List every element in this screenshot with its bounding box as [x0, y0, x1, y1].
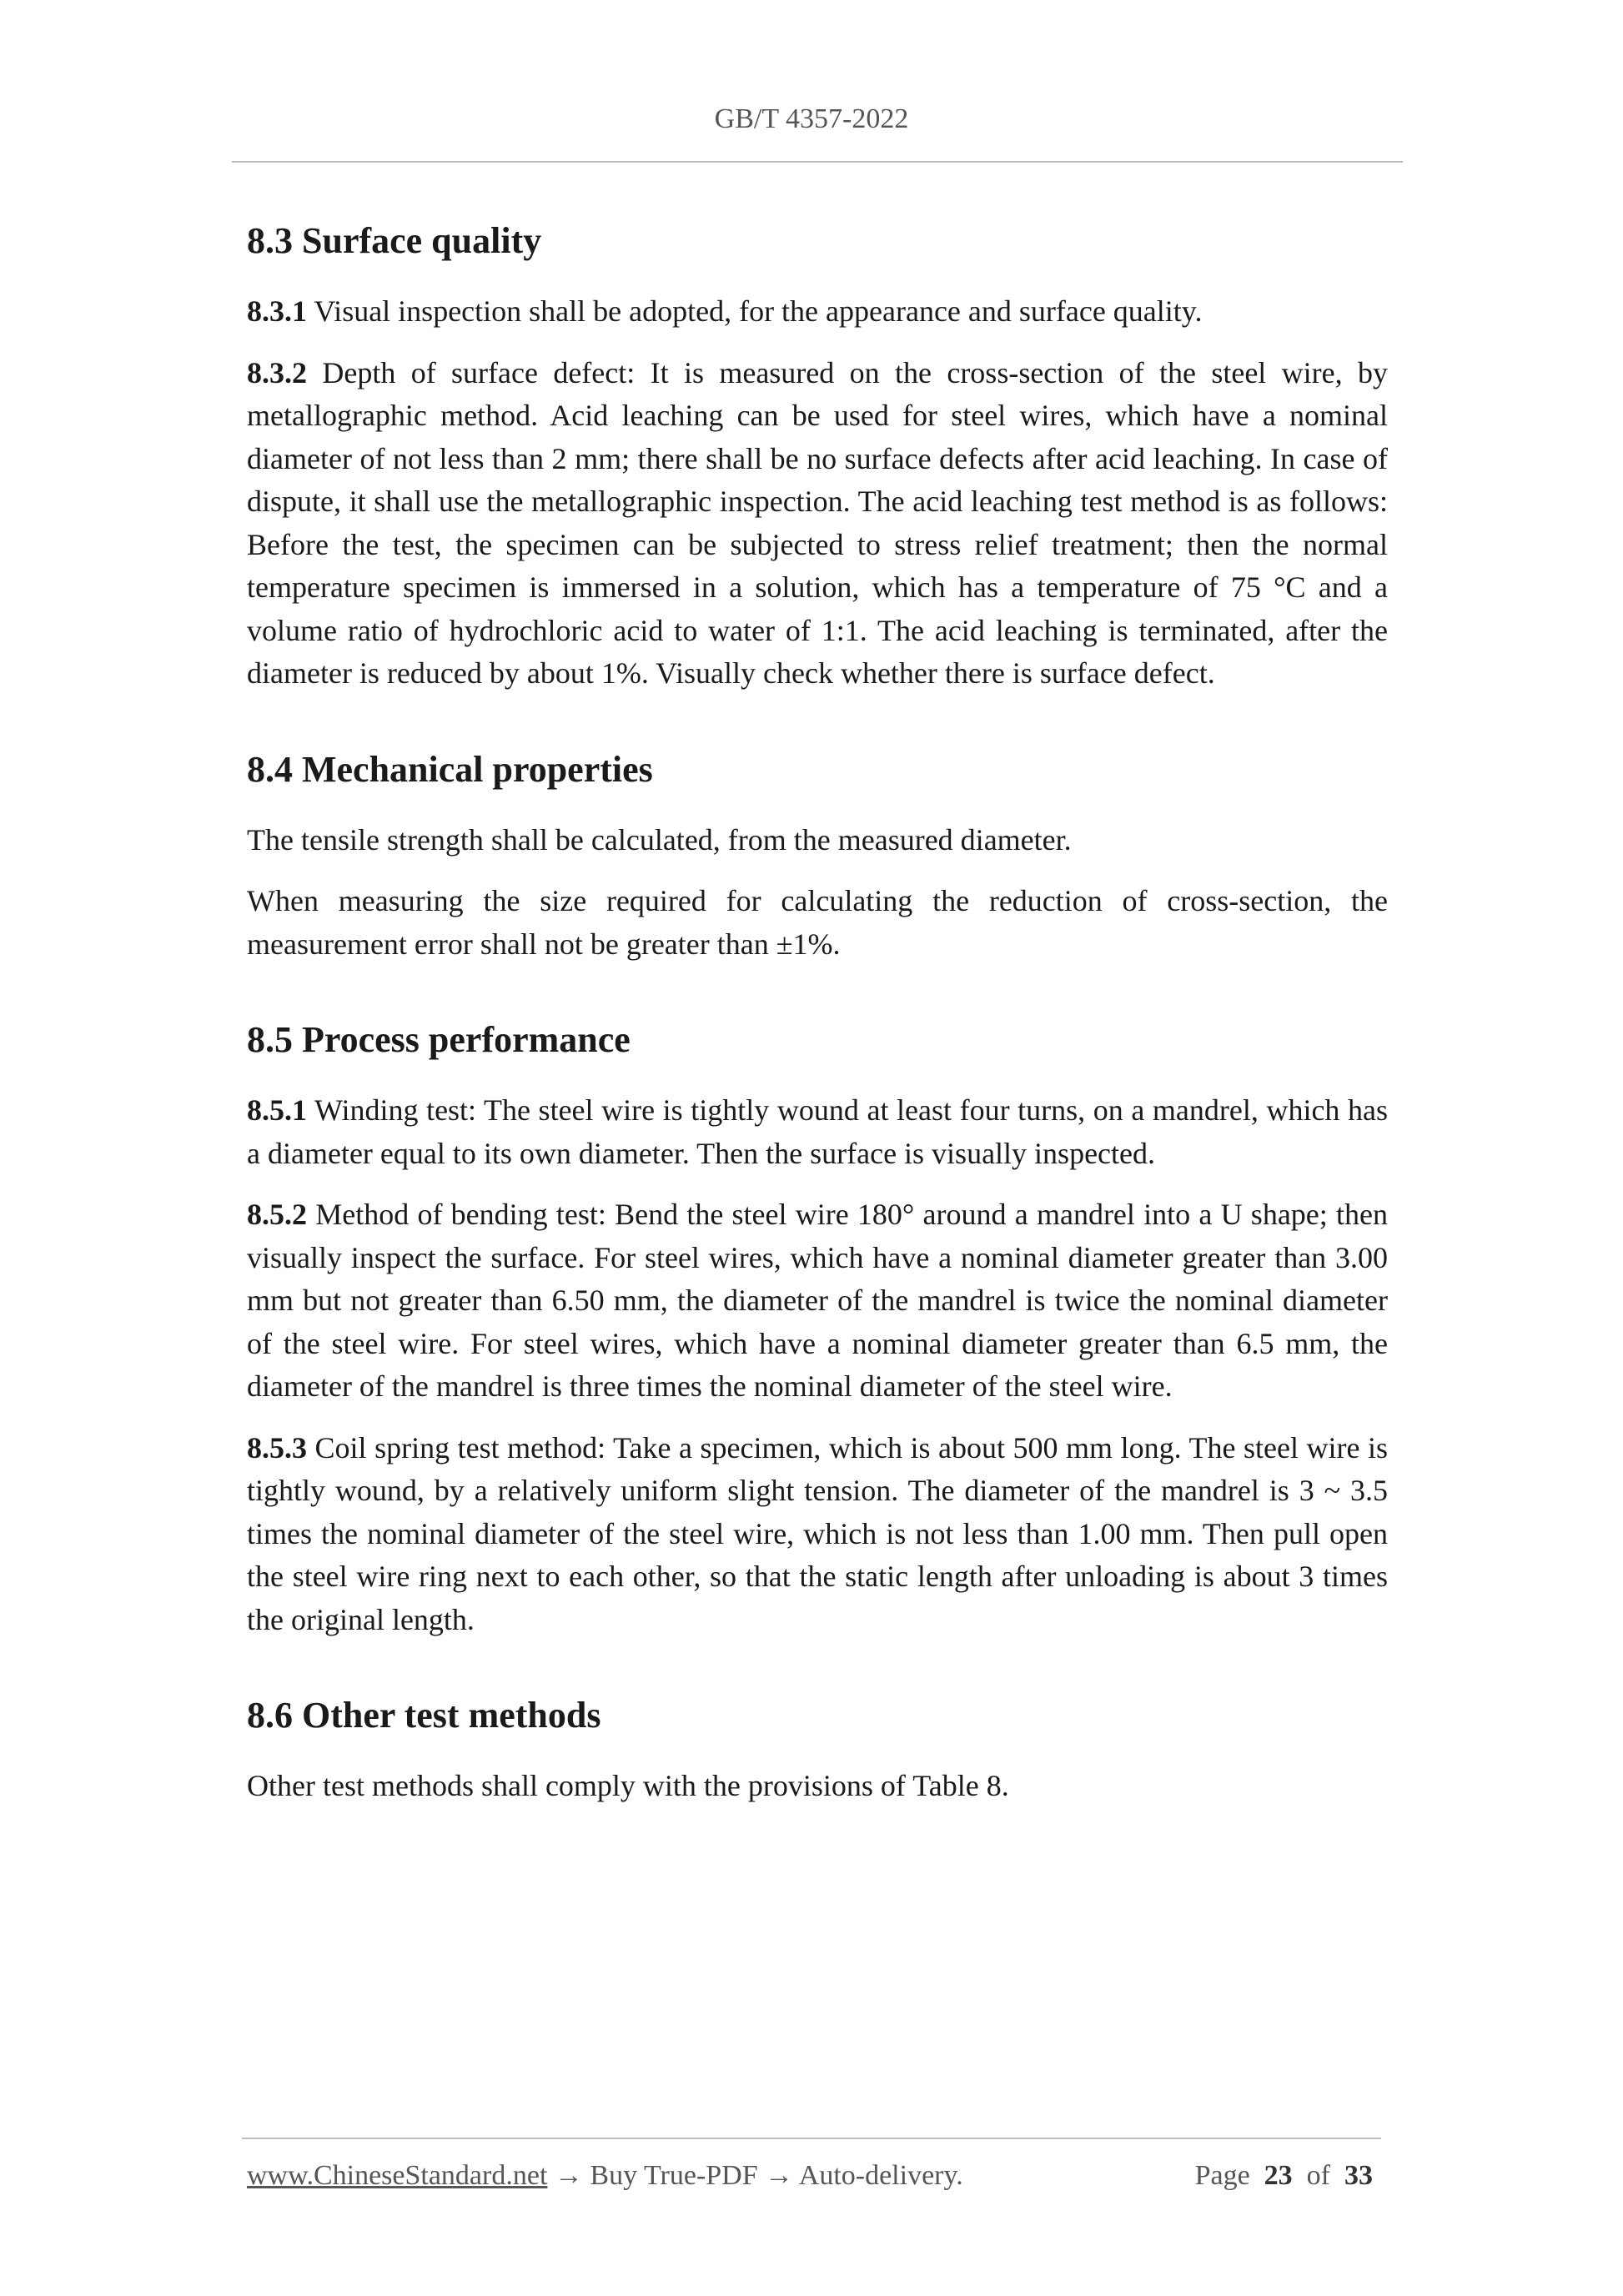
footer-promo	[247, 2160, 963, 2192]
section-8-5-heading: 8.5 Process performance	[247, 1019, 631, 1060]
clause-text: Coil spring test method: Take a specimen, which is about 500 mm long. The steel wire is tightly wound, by a relatively uniform slight tension. The diameter of the mandrel is 3 ~ 3.5 times the nominal diameter of the steel wire, which is not less than 1.00 mm. Then pull open the steel wire ring next to each other, so that the static length after unloading is about 3 times the original length.	[247, 1430, 1388, 1636]
page-indicator	[1195, 2160, 1373, 2192]
clause-number: 8.3.1	[247, 294, 307, 328]
total-page-number: 33	[1344, 2160, 1373, 2191]
clause-8-3-1	[247, 290, 1388, 334]
clause-8-5-3	[247, 1427, 1388, 1642]
clause-8-5-1	[247, 1089, 1388, 1175]
page-label: Page	[1194, 2160, 1250, 2191]
paragraph-measurement-error: When measuring the size required for calculating the reduction of cross-section, the measurement error shall not be greater than ±1%.	[247, 884, 1388, 961]
header-divider	[232, 161, 1403, 163]
section-8-4-heading: 8.4 Mechanical properties	[247, 748, 653, 790]
clause-number: 8.5.1	[247, 1093, 307, 1127]
section-8-3-heading: 8.3 Surface quality	[247, 220, 542, 261]
promo-text: → Buy True-PDF → Auto-delivery.	[547, 2160, 963, 2191]
clause-number: 8.5.3	[247, 1430, 307, 1465]
clause-text: Method of bending test: Bend the steel wire 180° around a mandrel into a U shape; then visually inspect the surface. For steel wires, which have a nominal diameter greater than 3.00 mm but not greater than 6.50 mm, the diameter of the mandrel is twice the nominal diameter of the steel wire. For steel wires, which have a nominal diameter greater than 6.5 mm, the diameter of the mandrel is three times the nominal diameter of the steel wire.	[247, 1198, 1388, 1403]
clause-number: 8.5.2	[247, 1198, 307, 1231]
footer-divider	[242, 2138, 1381, 2139]
paragraph-other-test-methods: Other test methods shall comply with the provisions of Table 8.	[247, 1769, 1009, 1802]
clause-8-3-2	[247, 352, 1388, 696]
clause-text: Winding test: The steel wire is tightly wound at least four turns, on a mandrel, which has a diameter equal to its own diameter. Then the surface is visually inspected.	[247, 1093, 1388, 1170]
section-8-6-heading: 8.6 Other test methods	[247, 1695, 601, 1736]
page-content	[247, 212, 1388, 1808]
website-link[interactable]: www.ChineseStandard.net	[247, 2160, 548, 2191]
document-header-id: GB/T 4357-2022	[714, 103, 909, 134]
clause-text: Depth of surface defect: It is measured on the cross-section of the steel wire, by metallographic method. Acid leaching can be used for steel wires, which have a nominal diameter of not less than 2 mm; there shall be no surface defects after acid leaching. In case of dispute, it shall use the metallographic inspection. The acid leaching test method is as follows: Before the test, the specimen can be subjected to stress relief treatment; then the normal temperature specimen is immersed in a solution, which has a temperature of 75 °C and a volume ratio of hydrochloric acid to water of 1:1. The acid leaching is terminated, after the diameter is reduced by about 1%. Visually check whether there is surface defect.	[247, 355, 1388, 690]
of-label: of	[1306, 2160, 1330, 2191]
clause-8-5-2	[247, 1193, 1388, 1409]
clause-number: 8.3.2	[247, 355, 307, 389]
paragraph-tensile-strength: The tensile strength shall be calculated, from the measured diameter.	[247, 822, 1072, 857]
current-page-number: 23	[1264, 2160, 1293, 2191]
clause-text: Visual inspection shall be adopted, for the appearance and surface quality.	[307, 294, 1203, 328]
